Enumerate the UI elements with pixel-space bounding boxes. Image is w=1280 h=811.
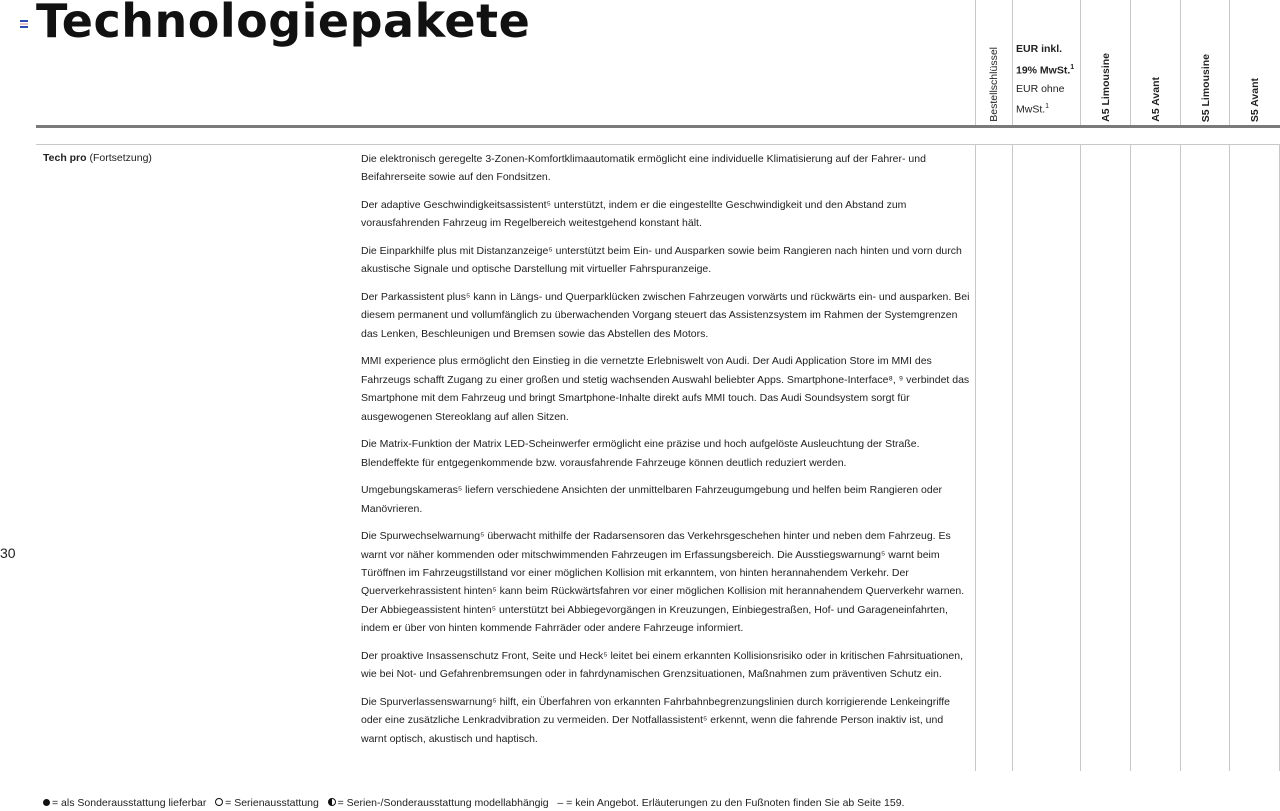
description-paragraph: Die Einparkhilfe plus mit Distanzanzeige⁵ unterstützt beim Ein- und Ausparken sowie beim Rangieren nach hinten und vorn durch akustische Signale und optische Darstellung mit virtueller Fahrspuranzeige. [361,245,962,276]
model-label: A5 Avant [1150,77,1162,122]
price-label-incl: EUR inkl. [1016,43,1063,55]
brand-flag-icon [20,20,28,27]
package-description [361,150,971,757]
empty-circle-icon [215,798,223,806]
column-header-price [1016,40,1078,119]
column-divider [975,145,976,771]
description-paragraph: Die Spurverlassenswarnung⁵ hilft, ein Überfahren von erkannten Fahrbahnbegrenzungslinien durch korrigierende Lenkeingriffe oder eine zusätzliche Lenkradvibration zu vermeiden. Der Notfallassistent⁵ erkennt, wenn die fahrende Person inaktiv ist, und warnt optisch, akustisch und haptisch. [361,695,951,745]
description-paragraph: MMI experience plus ermöglicht den Einstieg in die vernetzte Erlebniswelt von Audi. Der Audi Application Store im MMI des Fahrzeugs schafft Zugang zu einer großen und stetig wachsenden Auswahl beliebter Apps. Smartphone-Interface⁸, ⁹ verbindet das Smartphone mit dem Fahrzeug und bringt Smartphone-Inhalte direkt aufs MMI touch. Das Audi Soundsystem sorgt für ausgewogenen Stereoklang auf allen Sitzen. [361,355,970,423]
price-label-excl: EUR ohne [1016,82,1065,95]
column-divider [1080,145,1081,771]
description-paragraph: Der Parkassistent plus⁵ kann in Längs- und Querparklücken zwischen Fahrzeugen vorwärts und rückwärts ein- und ausparken. Bei diesem permanent und vollumfänglich zu überwachenden Vorgang steuert das Assistenzsystem im Rahmen der Systemgrenzen das Lenken, Beschleunigen und Bremsen sowie das Abstellen des Motors. [361,291,970,340]
flag-stripe [20,26,28,28]
header-divider [36,125,1280,128]
package-name: Tech pro (Fortsetzung) [43,152,152,164]
half-circle-icon [328,798,336,806]
column-divider [1229,0,1230,125]
model-label: S5 Limousine [1200,53,1212,122]
flag-stripe [20,20,28,22]
description-paragraph: Die Spurwechselwarnung⁵ überwacht mithilfe der Radarsensoren das Verkehrsgeschehen hinter und neben dem Fahrzeug. Es warnt vor näher kommenden oder mitschwimmenden Fahrzeugen im Erfassungsbereich. Die Ausstiegswarnung⁵ warnt beim Türöffnen im Fahrzeugstillstand vor einer möglichen Kollision mit erkanntem, von hinten herannahendem Verkehr. Der Querverkehrassistent hinten⁵ kann beim Rückwärtsfahren vor einer möglichen Kollision mit herannahendem Querverkehr warnen. Der Abbiegeassistent hinten⁵ unterstützt bei Abbiegevorgängen in Kreuzungen, Einbiegestraßen, Hof- und Garageneinfahrten, indem er über von hinten kommende Fahrräder oder andere Fahrzeuge informiert. [361,530,965,635]
price-label-vat: 19% MwSt.$^1$ [1016,63,1075,76]
column-divider [1012,145,1013,771]
model-label: S5 Avant [1249,77,1261,122]
column-header-label: Bestellschlüssel [988,47,1000,122]
column-divider [1180,0,1181,125]
legend-none: – = kein Angebot. Erläuterungen zu den Fußnoten finden Sie ab Seite 159. [557,797,905,809]
legend-standard: = Serienausstattung [225,797,319,809]
description-paragraph: Die Matrix-Funktion der Matrix LED-Scheinwerfer ermöglicht eine präzise und hoch aufgelöste Ausleuchtung der Straße. Blendeffekte für entgegenkommende bzw. vorausfahrende Fahrzeuge können deutlich reduziert werden. [361,438,920,469]
model-label: A5 Limousine [1100,53,1112,122]
description-paragraph: Umgebungskameras⁵ liefern verschiedene Ansichten der unmittelbaren Fahrzeugumgebung und helfen beim Rangieren oder Manövrieren. [361,484,943,515]
legend-optional: = als Sonderausstattung lieferbar [52,797,207,809]
page-number: 30 [0,545,16,561]
column-divider [1130,145,1131,771]
column-header-model [1231,40,1279,122]
description-paragraph: Der adaptive Geschwindigkeitsassistent⁵ unterstützt, indem er die eingestellte Geschwindigkeit und den Abstand zum vorausfahrenden Fahrzeug im Regelbereich weitestgehend konstant hält. [361,199,907,230]
price-label-novat: MwSt.$^1$ [1016,103,1050,116]
legend [43,797,904,809]
description-paragraph: Die elektronisch geregelte 3-Zonen-Komfortklimaautomatik ermöglicht eine individuelle Klimatisierung auf der Fahrer- und Beifahrerseite sowie auf den Fondsitzen. [361,153,926,184]
column-header-model [1082,40,1130,122]
column-divider [1012,0,1013,125]
column-divider [975,0,976,125]
flag-stripe [20,23,28,25]
column-divider [1130,0,1131,125]
page-title: Technologiepakete [36,0,531,48]
column-header-model [1132,40,1180,122]
column-header-model [1182,40,1230,122]
column-divider [1080,0,1081,125]
column-divider [1229,145,1230,771]
column-divider [1180,145,1181,771]
row-divider [36,144,1280,145]
filled-circle-icon [43,799,50,806]
column-header-order-key [977,40,1011,122]
description-paragraph: Der proaktive Insassenschutz Front, Seite und Heck⁵ leitet bei einem erkannten Kollisionsrisiko oder in kritischen Fahrsituationen, wie bei Not- und Gefahrenbremsungen oder in fahrdynamischen Grenzsituationen, Maßnahmen zum präventiven Schutz ein. [361,649,963,681]
legend-model-dependent: = Serien-/Sonderausstattung modellabhängig [337,797,549,809]
